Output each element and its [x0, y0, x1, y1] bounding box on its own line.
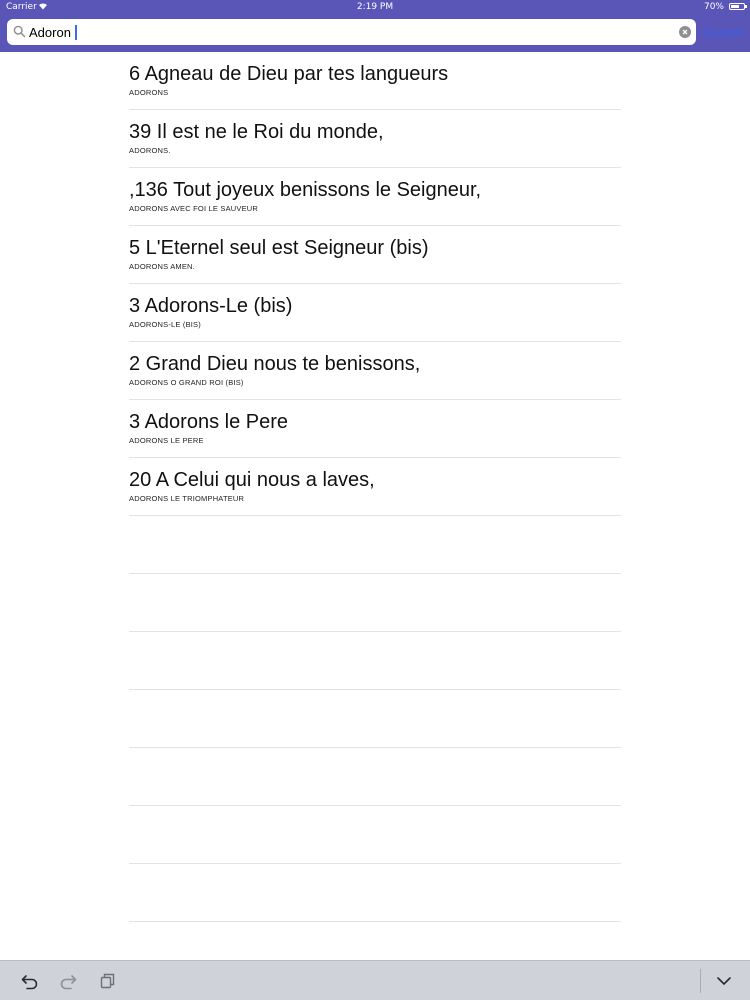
- list-item[interactable]: [129, 458, 621, 516]
- item-title: 20 A Celui qui nous a laves,: [129, 469, 375, 491]
- empty-row: [129, 806, 621, 864]
- battery-nub: [745, 5, 747, 8]
- text-caret: [75, 25, 77, 40]
- list-item[interactable]: [129, 52, 621, 110]
- battery-percent: 70%: [703, 2, 724, 12]
- status-bar: [0, 0, 750, 14]
- undo-icon[interactable]: [20, 971, 40, 991]
- cancel-button[interactable]: Cancel: [702, 25, 743, 40]
- empty-row: [129, 690, 621, 748]
- empty-row: [129, 516, 621, 574]
- item-subtitle: ADORONS O GRAND ROI (BIS): [129, 378, 244, 387]
- keyboard-toolbar: [0, 960, 750, 1000]
- item-subtitle: ADORONS.: [129, 146, 171, 155]
- item-title: ,136 Tout joyeux benissons le Seigneur,: [129, 179, 482, 201]
- item-subtitle: ADORONS LE TRIOMPHATEUR: [129, 494, 245, 503]
- item-title: 3 Adorons-Le (bis): [129, 295, 293, 317]
- chevron-down-icon[interactable]: [714, 971, 734, 991]
- toolbar-divider: [700, 969, 701, 993]
- results-list: [129, 52, 621, 922]
- list-item[interactable]: [129, 400, 621, 458]
- empty-row: [129, 574, 621, 632]
- battery-fill: [731, 5, 739, 8]
- empty-row: [129, 864, 621, 922]
- item-subtitle: ADORONS AMEN.: [129, 262, 195, 271]
- list-item[interactable]: [129, 110, 621, 168]
- search-icon: [13, 25, 26, 38]
- search-field[interactable]: [7, 19, 696, 45]
- item-title: 3 Adorons le Pere: [129, 411, 288, 433]
- list-item[interactable]: [129, 226, 621, 284]
- item-subtitle: ADORONS AVEC FOI LE SAUVEUR: [129, 204, 259, 213]
- clock: 2:19 PM: [356, 2, 394, 12]
- list-item[interactable]: [129, 342, 621, 400]
- carrier-label: Carrier: [6, 2, 37, 12]
- redo-icon[interactable]: [58, 971, 78, 991]
- list-item[interactable]: [129, 168, 621, 226]
- list-item[interactable]: [129, 284, 621, 342]
- clear-icon[interactable]: [679, 26, 691, 38]
- item-title: 2 Grand Dieu nous te benissons,: [129, 353, 421, 375]
- empty-row: [129, 632, 621, 690]
- item-subtitle: ADORONS: [129, 88, 169, 97]
- battery-icon: [729, 3, 745, 10]
- paste-icon[interactable]: [98, 971, 118, 991]
- item-title: 5 L'Eternel seul est Seigneur (bis): [129, 237, 429, 259]
- search-bar: [0, 14, 750, 52]
- empty-row: [129, 748, 621, 806]
- search-input[interactable]: [29, 22, 669, 42]
- item-title: 6 Agneau de Dieu par tes langueurs: [129, 63, 449, 85]
- item-subtitle: ADORONS LE PERE: [129, 436, 204, 445]
- item-title: 39 Il est ne le Roi du monde,: [129, 121, 384, 143]
- item-subtitle: ADORONS-LE (BIS): [129, 320, 201, 329]
